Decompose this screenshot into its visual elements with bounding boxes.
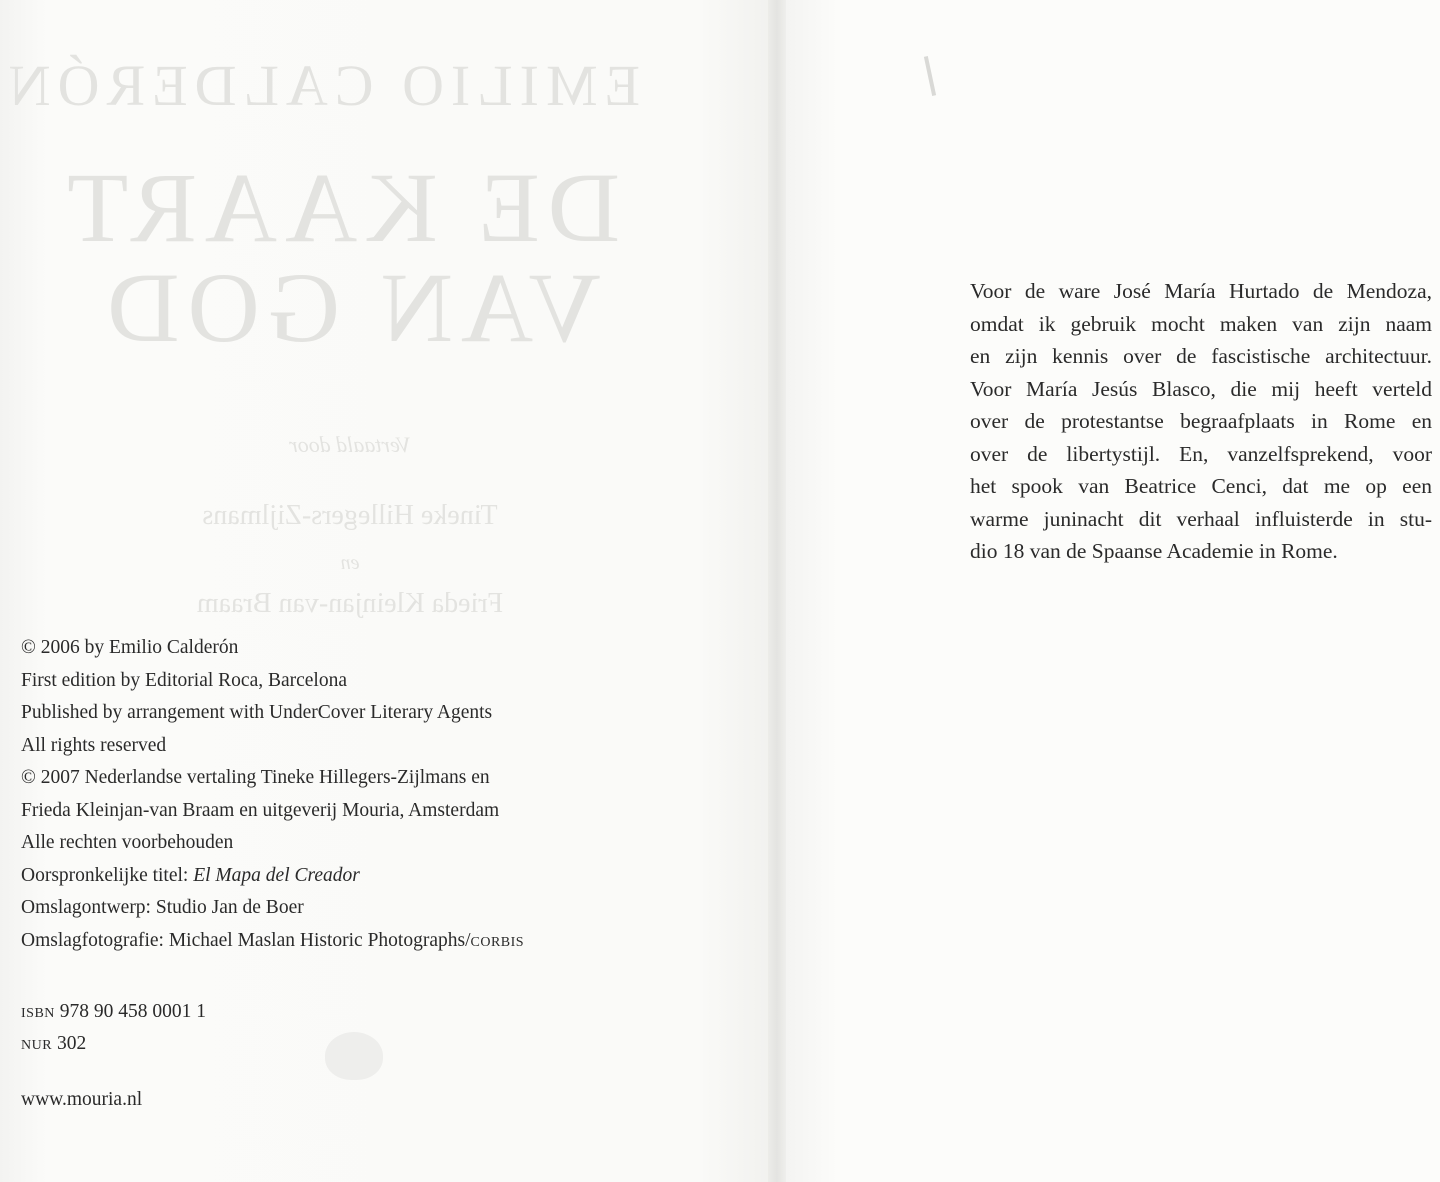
rights-reserved-nl: Alle rechten voorbehouden: [21, 832, 234, 853]
colophon: [21, 632, 524, 957]
cover-photo-credit: corbis: [470, 929, 525, 951]
right-page: [786, 0, 1440, 1182]
show-through-title-line2: VAN GOD: [99, 252, 601, 363]
dedication-line: en zijn kennis over de fascistische architectuur.: [970, 344, 1432, 368]
isbn-label: isbn: [21, 1001, 55, 1022]
first-edition: First edition by Editorial Roca, Barcelona: [21, 669, 348, 691]
rights-reserved-en: All rights reserved: [21, 734, 167, 756]
dedication-line: warme juninacht dit verhaal influisterde in stu-: [970, 506, 1432, 531]
website: www.mouria.nl: [21, 1089, 143, 1110]
show-through-translator1: Tineke Hillegers-Zijlmans: [202, 500, 498, 531]
isbn-line: [21, 996, 206, 1028]
nur-line: [21, 1028, 206, 1060]
arrangement: Published by arrangement with UnderCover Literary Agents: [21, 702, 493, 723]
show-through-title-line1: DE KAART: [59, 152, 620, 263]
show-through-author: EMILIO CALDERÓN: [1, 53, 640, 118]
publisher-logo-show-through: [325, 1032, 383, 1080]
dedication-line: Voor de ware José María Hurtado de Mendoza,: [970, 279, 1432, 303]
show-through-translated-by: Vertaald door: [289, 432, 411, 457]
show-through-and: en: [340, 552, 360, 574]
cover-photo-label: Omslagfotografie: Michael Maslan Historic Photographs/: [21, 929, 471, 951]
original-title-label: Oorspronkelijke titel:: [21, 864, 189, 886]
dedication-line: over de libertystijl. En, vanzelfsprekend, voor: [970, 441, 1432, 466]
cover-photo-line: [21, 925, 524, 958]
catalog-codes: [21, 996, 206, 1060]
book-gutter: [768, 0, 786, 1182]
original-title: El Mapa del Creador: [193, 864, 360, 886]
translation-line1: © 2007 Nederlandse vertaling Tineke Hillegers-Zijlmans en: [21, 767, 490, 788]
dedication-line: omdat ik gebruik mocht maken van zijn naam: [970, 311, 1432, 336]
original-title-line: [21, 860, 524, 893]
dedication-line: het spook van Beatrice Cenci, dat me op een: [970, 474, 1432, 498]
dedication-line: Voor María Jesús Blasco, die mij heeft verteld: [970, 376, 1432, 401]
dedication: [970, 275, 1432, 568]
isbn-number: 978 90 458 0001 1: [59, 1001, 207, 1022]
dedication-line: over de protestantse begraafplaats in Rome en: [970, 409, 1432, 433]
translation-line2: Frieda Kleinjan-van Braam en uitgeverij Mouria, Amsterdam: [21, 799, 500, 821]
nur-label: nur: [21, 1033, 53, 1054]
show-through-translator2: Frieda Kleinjan-van Braam: [196, 588, 504, 619]
dedication-line: dio 18 van de Spaanse Academie in Rome.: [970, 539, 1338, 563]
cover-design: Omslagontwerp: Studio Jan de Boer: [21, 897, 304, 918]
copyright-original: © 2006 by Emilio Calderón: [21, 637, 239, 658]
nur-number: 302: [56, 1033, 87, 1054]
